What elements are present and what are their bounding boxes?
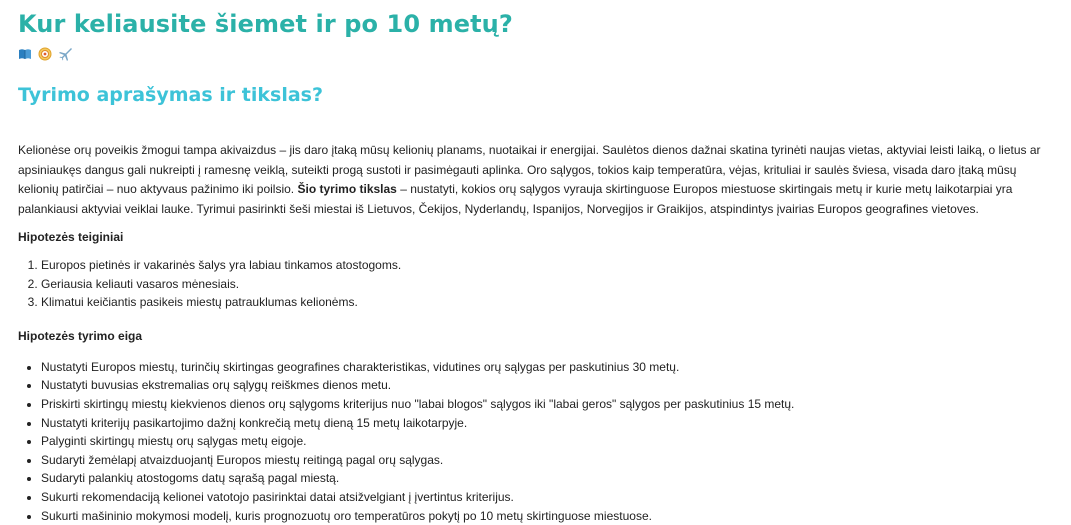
list-item: 3. Klimatui keičiantis pasikeis miestų patrauklumas kelionėms. [41,293,1053,312]
book-icon [18,48,32,60]
list-item: • Sudaryti palankių atostogoms datų sąrašą pagal miestą. [41,469,1053,488]
hypotheses-heading: Hipotezės teiginiai [18,230,124,244]
airplane-icon [58,47,72,61]
description-bold: Šio tyrimo tikslas [297,182,397,196]
list-item: • Sukurti mašininio mokymosi modelį, kuris prognozuotų oro temperatūros pokytį po 10 metų skirtinguose miestuose. [41,507,1053,525]
icon-row [18,46,1053,62]
list-item: • Nustatyti Europos miestų, turinčių skirtingas geografines charakteristikas, vidutines orų sąlygas per paskutinius 30 metų. [41,358,1053,377]
list-item: • Nustatyti kriterijų pasikartojimo dažnį konkrečią metų dieną 15 metų laikotarpyje. [41,414,1053,433]
section-title: Tyrimo aprašymas ir tikslas? [18,84,323,106]
description-paragraph [18,141,1053,219]
list-item: • Priskirti skirtingų miestų kiekvienos dienos orų sąlygoms kriterijus nuo "labai blogos" sąlygos iki "labai geros" sąlygos per paskutinius 15 metų. [41,395,1053,414]
list-item: • Sukurti rekomendaciją kelionei vatotojo pasirinktai datai atsižvelgiant į įvertintus kriterijus. [41,488,1053,507]
hypotheses-list [18,256,1053,312]
list-item: 1. Europos pietinės ir vakarinės šalys yra labiau tinkamos atostogoms. [41,256,1053,275]
target-icon [38,47,52,61]
page-title: Kur keliausite šiemet ir po 10 metų? [18,10,513,38]
procedure-list [18,358,1053,525]
list-item: • Nustatyti buvusias ekstremalias orų sąlygų reiškmes dienos metu. [41,376,1053,395]
description-text-2: – nustatyti, kokios orų sąlygos vyrauja skirtinguose Europos miestuose skirtingais metų ir kurie metų laikotarpiai yra palankiausi aktyviai veiklai lauke. Tyrimui pasirinkti šeši miestai iš Lietuvos, Čekijos, Nyderlandų, Ispanijos, Norvegijos ir Graikijos, atspindintys įvairias Europos geografines vietoves. [18,182,1013,216]
procedure-heading: Hipotezės tyrimo eiga [18,328,143,343]
list-item: 2. Geriausia keliauti vasaros mėnesiais. [41,275,1053,294]
description-text-1: Kelionėse orų poveikis žmogui tampa akivaizdus – jis daro įtaką mūsų kelionių planams, nuotaikai ir energijai. Saulėtos dienos dažnai skatina tyrinėti naujas vietas, aktyviai leisti laiką, o lietus ar apsiniaukęs dangus gali nukreipti į ramesnę veiklą, suteikti progą sustoti ir pasimėgauti aplinka. Oro sąlygos, tokios kaip temperatūra, vėjas, krituliai ir saulės šviesa, visada daro įtaką mūsų kelionių patirčiai – nuo aktyvaus pažinimo iki poilsio. [18,143,1041,196]
list-item: • Sudaryti žemėlapį atvaizduojantį Europos miestų reitingą pagal orų sąlygas. [41,451,1053,470]
list-item: • Palyginti skirtingų miestų orų sąlygas metų eigoje. [41,432,1053,451]
